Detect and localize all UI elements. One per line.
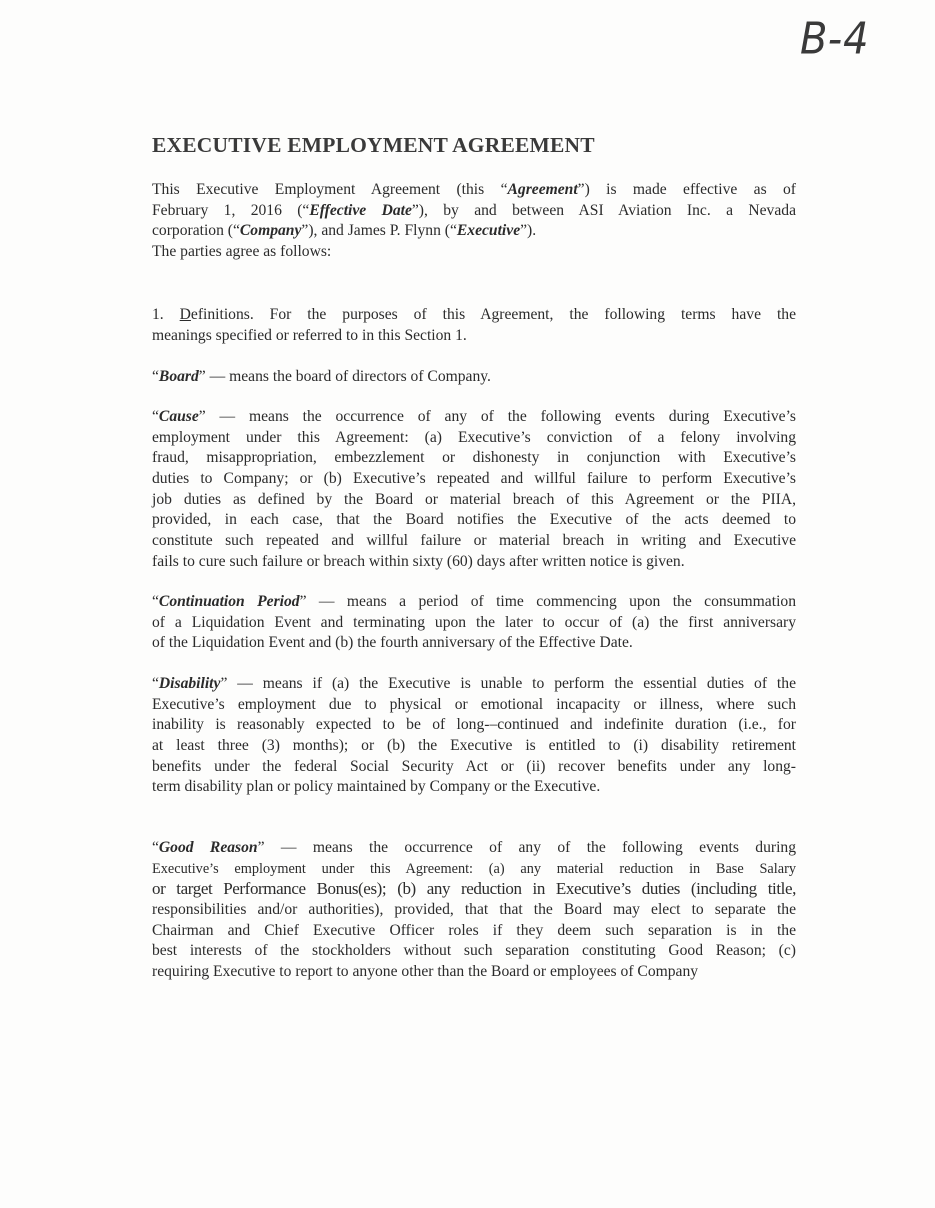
text-line bbox=[152, 326, 796, 347]
text-segment: provided, in each case, that the Board notifies the Executive of the acts deemed to bbox=[152, 511, 796, 529]
text-segment: “ bbox=[152, 675, 159, 692]
text-segment: at least three (3) months); or (b) the Executive is entitled to (i) disability retirement bbox=[152, 737, 796, 755]
text-segment: corporation (“ bbox=[152, 222, 240, 240]
text-segment: Executive’s employment under this Agreement: (a) any material reduction in Base Salary bbox=[152, 860, 796, 877]
text-segment: employment under this Agreement: (a) Executive’s conviction of a felony involving bbox=[152, 428, 796, 446]
text-line bbox=[152, 552, 796, 573]
text-segment: requiring Executive to report to anyone other than the Board or employees of Company bbox=[152, 963, 699, 981]
text-segment: meanings specified or referred to in this Section 1. bbox=[152, 326, 467, 344]
text-line bbox=[152, 407, 796, 428]
defined-term: Agreement bbox=[507, 181, 578, 198]
text-segment: The parties agree as follows: bbox=[152, 243, 332, 260]
text-line bbox=[152, 674, 796, 695]
text-segment: “ bbox=[152, 593, 159, 610]
defined-term: Board bbox=[158, 368, 199, 385]
defined-term: Good Reason bbox=[158, 839, 258, 856]
paragraph-cause bbox=[152, 407, 796, 573]
text-segment: ” — means the occurrence of any of the following events during bbox=[257, 839, 796, 856]
text-line bbox=[152, 859, 796, 880]
text-segment: Executive’s employment due to physical or emotional incapacity or illness, where such bbox=[152, 695, 796, 713]
text-line bbox=[152, 695, 796, 716]
defined-term: Company bbox=[239, 222, 302, 240]
text-segment: ”). bbox=[520, 222, 537, 240]
text-segment: responsibilities and/or authorities), provided, that that the Board may elect to separate the bbox=[152, 901, 796, 919]
text-line bbox=[152, 757, 796, 778]
text-line bbox=[152, 201, 796, 222]
text-line bbox=[152, 941, 796, 962]
text-segment: best interests of the stockholders without such separation constituting Good Reason; (c) bbox=[152, 942, 796, 960]
defined-term: Executive bbox=[456, 222, 521, 240]
handwritten-page-mark: B-4 bbox=[800, 13, 870, 65]
paragraph-board bbox=[152, 367, 796, 388]
text-segment: fraud, misappropriation, embezzlement or dishonesty in conjunction with Executive’s bbox=[152, 449, 796, 467]
text-line bbox=[152, 592, 796, 613]
text-segment: or target Performance Bonus(es); (b) any reduction in Executive’s duties (including title, bbox=[152, 879, 796, 899]
text-segment: This Executive Employment Agreement (this “ bbox=[152, 181, 508, 198]
text-line bbox=[152, 469, 796, 490]
text-segment: fails to cure such failure or breach within sixty (60) days after written notice is given. bbox=[152, 552, 685, 570]
text-segment: ” — means if (a) the Executive is unable to perform the essential duties of the bbox=[220, 675, 796, 692]
defined-term: Disability bbox=[158, 675, 221, 692]
text-line bbox=[152, 962, 796, 983]
text-segment: of a Liquidation Event and terminating upon the later to occur of (a) the first anniversary bbox=[152, 613, 796, 631]
text-segment: Chairman and Chief Executive Officer roles if they deem such separation is in the bbox=[152, 921, 796, 939]
text-line bbox=[152, 428, 796, 449]
text-segment: “ bbox=[152, 839, 159, 856]
paragraph-definitions bbox=[152, 305, 796, 346]
text-line bbox=[152, 531, 796, 552]
text-segment: ”), by and between ASI Aviation Inc. a Nevada bbox=[411, 201, 796, 219]
text-segment: inability is reasonably expected to be of long-–continued and indefinite duration (i.e., for bbox=[152, 716, 796, 734]
text-segment: D bbox=[179, 306, 191, 323]
text-line bbox=[152, 736, 796, 757]
text-segment: ”), and James P. Flynn (“ bbox=[301, 222, 457, 240]
text-line bbox=[152, 242, 796, 263]
defined-term: Cause bbox=[158, 408, 199, 425]
text-line bbox=[152, 900, 796, 921]
text-segment: constitute such repeated and willful failure or material breach in writing and Executive bbox=[152, 532, 796, 550]
text-line bbox=[152, 879, 796, 900]
text-line bbox=[152, 921, 796, 942]
text-segment: “ bbox=[152, 368, 159, 385]
text-segment: duties to Company; or (b) Executive’s repeated and willful failure to perform Executive’s bbox=[152, 470, 796, 488]
text-line bbox=[152, 633, 796, 654]
text-segment: 1. bbox=[152, 306, 180, 323]
text-line bbox=[152, 777, 796, 798]
text-line bbox=[152, 490, 796, 511]
text-line bbox=[152, 838, 796, 859]
text-segment: ” — means the occurrence of any of the following events during Executive’s bbox=[198, 408, 796, 425]
text-segment: ” — means a period of time commencing upon the consummation bbox=[299, 593, 796, 610]
text-line bbox=[152, 367, 796, 388]
defined-term: Continuation Period bbox=[158, 593, 300, 610]
text-segment: term disability plan or policy maintained by Company or the Executive. bbox=[152, 778, 601, 796]
text-segment: of the Liquidation Event and (b) the fourth anniversary of the Effective Date. bbox=[152, 634, 633, 652]
paragraph-disability bbox=[152, 674, 796, 798]
text-line bbox=[152, 448, 796, 469]
text-line bbox=[152, 180, 796, 201]
text-segment: efinitions. For the purposes of this Agreement, the following terms have the bbox=[190, 306, 796, 323]
text-segment: ”) is made effective as of bbox=[577, 181, 796, 198]
text-line bbox=[152, 221, 796, 242]
paragraph-intro bbox=[152, 180, 796, 242]
defined-term: Effective Date bbox=[309, 201, 412, 219]
text-line bbox=[152, 305, 796, 326]
text-line bbox=[152, 613, 796, 634]
text-segment: February 1, 2016 (“ bbox=[152, 201, 310, 219]
text-segment: benefits under the federal Social Security Act or (ii) recover benefits under any long- bbox=[152, 757, 796, 775]
paragraph-continuation bbox=[152, 592, 796, 654]
text-segment: job duties as defined by the Board or material breach of this Agreement or the PIIA, bbox=[152, 490, 796, 508]
text-segment: ” — means the board of directors of Company. bbox=[198, 368, 491, 385]
paragraph-parties bbox=[152, 242, 796, 263]
text-segment: “ bbox=[152, 408, 159, 425]
text-line bbox=[152, 510, 796, 531]
paragraph-good-reason bbox=[152, 838, 796, 983]
text-line bbox=[152, 715, 796, 736]
document-title: EXECUTIVE EMPLOYMENT AGREEMENT bbox=[152, 133, 595, 157]
